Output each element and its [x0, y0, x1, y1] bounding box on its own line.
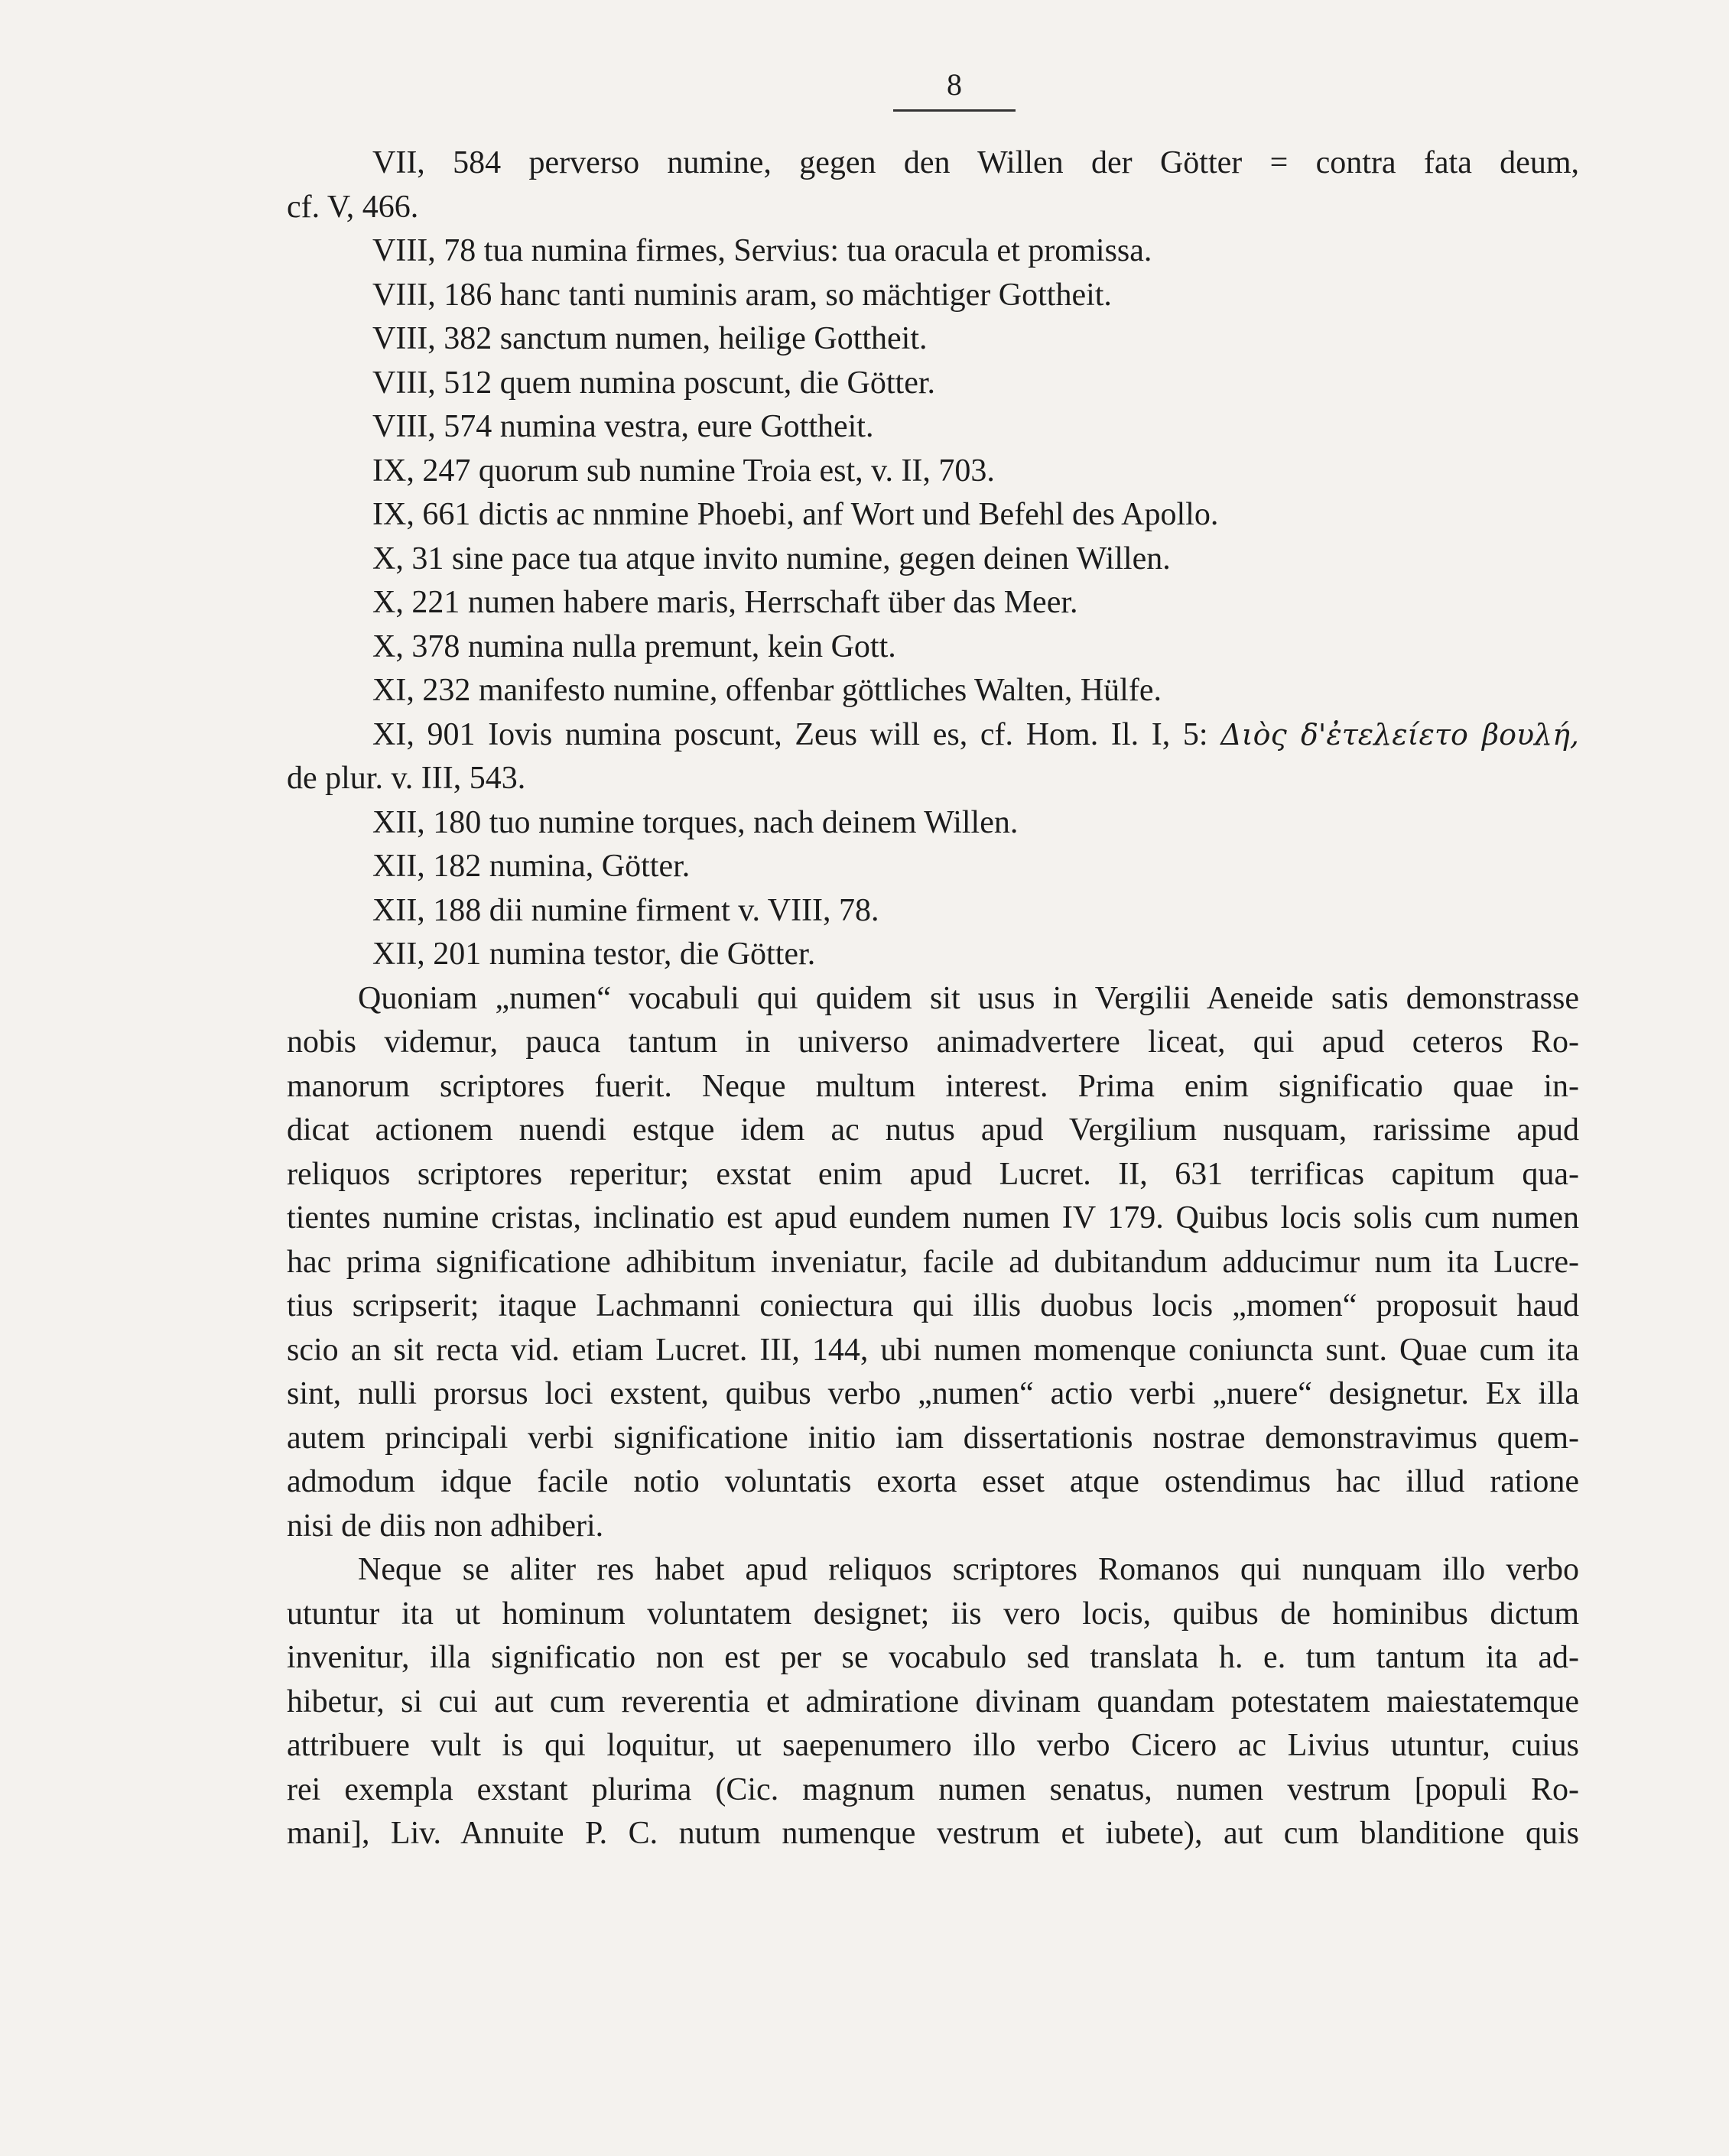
paragraph-line: reliquos scriptores reperitur; exstat enim apud Lucret. II, 631 terrificas capitum qua- [287, 1156, 1579, 1192]
paragraph-line: admodum idque facile notio voluntatis exorta esset atque ostendimus hac illud ratione [287, 1464, 1579, 1499]
paragraph-line: invenitur, illa significatio non est per se vocabulo sed translata h. e. tum tantum ita ad- [287, 1640, 1579, 1675]
paragraph-line: utuntur ita ut hominum voluntatem designet; iis vero locis, quibus de hominibus dictum [287, 1596, 1579, 1632]
page-number-rule [893, 109, 1016, 112]
paragraph-line: autem principali verbi significatione initio iam dissertationis nostrae demonstravimus quem- [287, 1420, 1579, 1456]
citation-list [287, 141, 1579, 977]
citation-entry: VIII, 574 numina vestra, eure Gottheit. [372, 409, 874, 444]
citation-entry: VIII, 512 quem numina poscunt, die Götter. [372, 365, 936, 401]
page-content [287, 141, 1579, 1856]
citation-entry: X, 378 numina nulla premunt, kein Gott. [372, 628, 896, 664]
paragraph-line: sint, nulli prorsus loci exstent, quibus verbo „numen“ actio verbi „nuere“ designetur. Ex illa [287, 1376, 1579, 1411]
paragraph-line: attribuere vult is qui loquitur, ut saepenumero illo verbo Cicero ac Livius utuntur, cuius [287, 1728, 1579, 1763]
paragraph-line: hibetur, si cui aut cum reverentia et admiratione divinam quandam potestatem maiestatemque [287, 1684, 1579, 1719]
paragraph-line: mani], Liv. Annuite P. C. nutum numenque vestrum et iubete), aut cum blanditione quis [287, 1816, 1579, 1851]
citation-entry: VIII, 78 tua numina firmes, Servius: tua oracula et promissa. [372, 233, 1152, 268]
citation-entry: XII, 180 tuo numine torques, nach deinem Willen. [372, 804, 1019, 840]
citation-entry [287, 713, 1579, 801]
paragraph-2 [287, 1548, 1579, 1856]
citation-entry: XII, 182 numina, Götter. [372, 849, 691, 884]
citation-line-cont: de plur. v. III, 543. [287, 761, 526, 796]
greek-quote: Διὸς δ'ἐτελείετο βουλή, [1220, 717, 1579, 752]
citation-line: VII, 584 perverso numine, gegen den Willen der Götter = contra fata deum, [372, 145, 1579, 180]
citation-entry: XII, 188 dii numine firment v. VIII, 78. [372, 892, 879, 928]
citation-entry: IX, 661 dictis ac nnmine Phoebi, anf Wort und Befehl des Apollo. [372, 497, 1219, 532]
paragraph-line: hac prima significatione adhibitum inveniatur, facile ad dubitandum adducimur num ita Lucre- [287, 1244, 1579, 1280]
page-number: 8 [947, 67, 962, 102]
paragraph-line: rei exempla exstant plurima (Cic. magnum numen senatus, numen vestrum [populi Ro- [287, 1771, 1579, 1807]
paragraph-line: manorum scriptores fuerit. Neque multum interest. Prima enim significatio quae in- [287, 1068, 1579, 1104]
paragraph-line: tientes numine cristas, inclinatio est apud eundem numen IV 179. Quibus locis solis cum numen [287, 1200, 1579, 1235]
citation-entry: X, 221 numen habere maris, Herrschaft über das Meer. [372, 585, 1078, 620]
paragraph-line: Quoniam „numen“ vocabuli qui quidem sit usus in Vergilii Aeneide satis demonstrasse [358, 980, 1579, 1016]
citation-line-cont: cf. V, 466. [287, 189, 419, 225]
paragraph-line: nisi de diis non adhiberi. [287, 1508, 604, 1544]
paragraph-1 [287, 977, 1579, 1549]
citation-entry: VIII, 186 hanc tanti numinis aram, so mächtiger Gottheit. [372, 277, 1112, 313]
citation-text: XI, 901 Iovis numina poscunt, Zeus will es, cf. Hom. Il. I, 5: [372, 716, 1208, 752]
paragraph-line: Neque se aliter res habet apud reliquos scriptores Romanos qui nunquam illo verbo [358, 1552, 1579, 1587]
paragraph-line: scio an sit recta vid. etiam Lucret. III, 144, ubi numen momenque coniuncta sunt. Quae cum ita [287, 1332, 1579, 1368]
citation-entry: X, 31 sine pace tua atque invito numine, gegen deinen Willen. [372, 541, 1171, 576]
citation-entry: IX, 247 quorum sub numine Troia est, v. II, 703. [372, 453, 995, 489]
citation-entry: VIII, 382 sanctum numen, heilige Gottheit. [372, 321, 928, 356]
paragraph-line: tius scripserit; itaque Lachmanni coniectura qui illis duobus locis „momen“ proposuit haud [287, 1288, 1579, 1323]
citation-entry [287, 141, 1579, 229]
citation-entry: XI, 232 manifesto numine, offenbar göttliches Walten, Hülfe. [372, 673, 1162, 708]
citation-line [287, 713, 1579, 758]
citation-entry: XII, 201 numina testor, die Götter. [372, 937, 816, 972]
paragraph-line: dicat actionem nuendi estque idem ac nutus apud Vergilium nusquam, rarissime apud [287, 1112, 1579, 1148]
paragraph-line: nobis videmur, pauca tantum in universo animadvertere liceat, qui apud ceteros Ro- [287, 1024, 1579, 1060]
